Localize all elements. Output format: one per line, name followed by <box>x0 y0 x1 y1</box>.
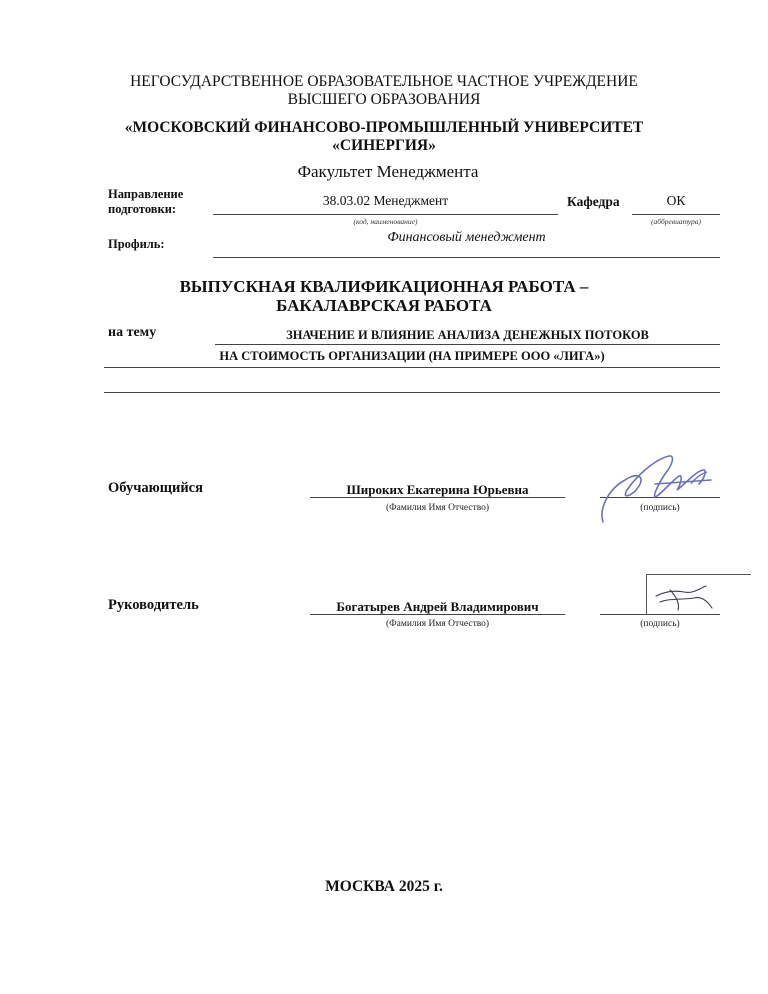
topic-underline-2 <box>104 367 720 368</box>
direction-value: 38.03.02 Менеджмент <box>322 193 449 208</box>
student-name-hint: (Фамилия Имя Отчество) <box>385 503 490 513</box>
institution-type <box>0 73 768 109</box>
city-year: МОСКВА 2025 г. <box>325 878 443 895</box>
institution-line-2: ВЫСШЕГО ОБРАЗОВАНИЯ <box>287 91 481 108</box>
document-title-line-2: БАКАЛАВРСКАЯ РАБОТА <box>276 296 492 315</box>
profile-label: Профиль: <box>108 237 165 251</box>
document-title-line-1: ВЫПУСКНАЯ КВАЛИФИКАЦИОННАЯ РАБОТА – <box>179 277 589 296</box>
topic-label: на тему <box>108 325 157 340</box>
direction-label-line-1: Направление <box>108 187 184 201</box>
supervisor-signature-hint: (подпись) <box>640 619 680 629</box>
direction-label <box>108 187 183 217</box>
topic-line-2: НА СТОИМОСТЬ ОРГАНИЗАЦИИ (НА ПРИМЕРЕ ООО «ЛИГА») <box>219 349 605 363</box>
direction-underline <box>213 214 558 215</box>
department-underline <box>632 214 720 215</box>
topic-line-1: ЗНАЧЕНИЕ И ВЛИЯНИЕ АНАЛИЗА ДЕНЕЖНЫХ ПОТОКОВ <box>286 328 649 342</box>
institution-line-1: НЕГОСУДАРСТВЕННОЕ ОБРАЗОВАТЕЛЬНОЕ ЧАСТНОЕ УЧРЕЖДЕНИЕ <box>130 73 638 90</box>
department-hint: (аббревиатура) <box>650 217 702 226</box>
student-signature <box>595 450 725 530</box>
university-name <box>0 119 768 155</box>
department-value: ОК <box>666 193 686 208</box>
student-label: Обучающийся <box>108 480 203 496</box>
topic-underline-1 <box>215 344 720 345</box>
profile-value: Финансовый менеджмент <box>387 230 546 245</box>
profile-underline <box>213 257 720 258</box>
supervisor-name: Богатырев Андрей Владимирович <box>336 599 539 614</box>
supervisor-signature <box>650 576 720 616</box>
direction-hint: (код, наименование) <box>353 217 418 226</box>
supervisor-name-hint: (Фамилия Имя Отчество) <box>385 619 490 629</box>
supervisor-name-underline <box>310 614 565 615</box>
student-signature-hint: (подпись) <box>640 503 680 513</box>
student-name: Широких Екатерина Юрьевна <box>346 482 529 497</box>
faculty-name: Факультет Менеджмента <box>297 162 479 181</box>
student-name-underline <box>310 497 565 498</box>
direction-label-line-2: подготовки: <box>108 202 177 216</box>
department-label: Кафедра <box>567 194 620 209</box>
university-line-1: «МОСКОВСКИЙ ФИНАНСОВО-ПРОМЫШЛЕННЫЙ УНИВЕРСИТЕТ <box>124 119 644 136</box>
document-title <box>0 277 768 315</box>
university-line-2: «СИНЕРГИЯ» <box>332 137 436 154</box>
supervisor-label: Руководитель <box>108 597 199 613</box>
topic-underline-3 <box>104 392 720 393</box>
